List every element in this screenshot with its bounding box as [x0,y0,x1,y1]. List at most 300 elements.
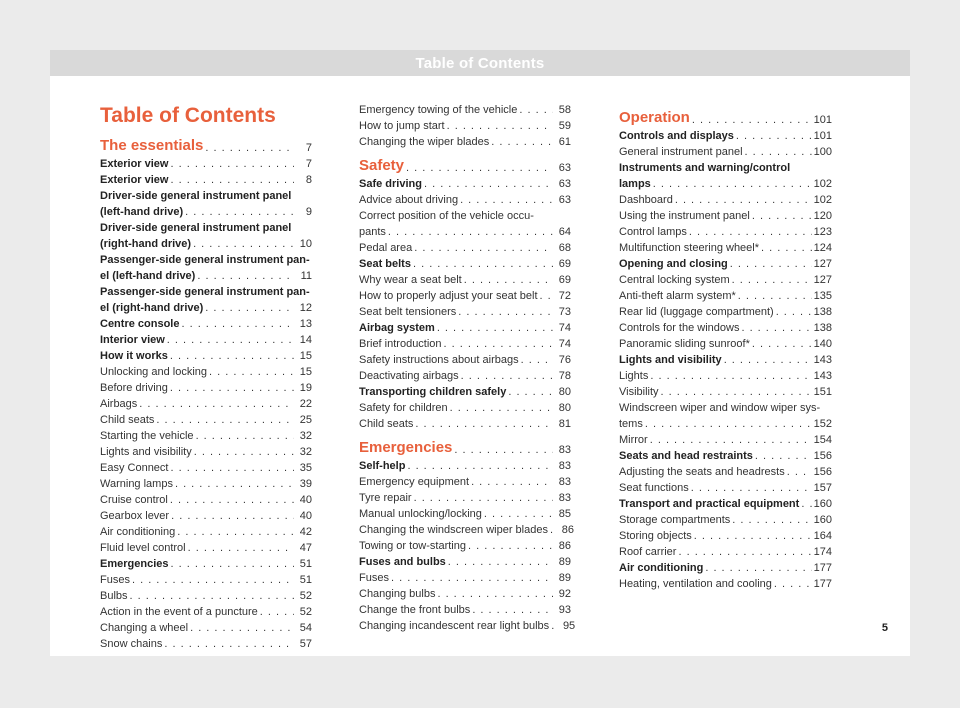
dot-leader [550,522,556,538]
toc-entry[interactable] [359,602,571,618]
toc-entry-title: Controls and displays [619,130,734,142]
toc-entry[interactable] [359,368,571,384]
toc-entry-title: The essentials [100,137,204,154]
toc-entry[interactable] [619,320,832,336]
dot-leader [415,416,553,432]
toc-section-heading[interactable] [359,438,571,458]
toc-page-number: 12 [299,302,312,314]
toc-page-number: 152 [813,418,832,430]
dot-leader [388,224,553,240]
toc-entry-title: Manual unlocking/locking [359,508,482,520]
toc-page-number: 8 [305,174,312,186]
toc-entry-title: Panoramic sliding sunroof* [619,338,750,350]
toc-entry-title: Why wear a seat belt [359,274,462,286]
toc-entry-title: Control lamps [619,226,687,238]
toc-page-number: 69 [558,274,571,286]
toc-entry-title: Lights and visibility [619,354,722,366]
dot-leader [755,448,812,464]
toc-entry[interactable] [100,156,312,172]
dot-leader [391,570,553,586]
toc-entry[interactable] [359,224,571,240]
document-page [50,50,910,656]
dot-leader [741,320,811,336]
toc-entry[interactable] [100,204,312,220]
toc-entry[interactable] [619,224,832,240]
dot-leader [205,300,294,316]
toc-entry[interactable] [619,496,832,512]
toc-entry-line: Passenger-side general instrument pan- [100,286,310,298]
toc-entry[interactable] [619,144,832,160]
toc-entry[interactable] [359,102,571,118]
dot-leader [461,368,553,384]
toc-page-number: 35 [299,462,312,474]
toc-entry[interactable] [359,618,576,634]
toc-page-number: 156 [813,466,832,478]
toc-entry-title: Brief introduction [359,338,442,350]
toc-entry[interactable] [359,522,574,538]
toc-entry-title: pants [359,226,386,238]
toc-entry[interactable] [100,572,312,588]
toc-page-number: 40 [299,510,312,522]
toc-entry[interactable] [359,490,571,506]
toc-page-number: 140 [813,338,832,350]
toc-entry-title: Roof carrier [619,546,677,558]
toc-entry[interactable] [619,128,832,144]
toc-entry[interactable] [619,272,832,288]
toc-entry[interactable] [100,380,312,396]
toc-page-number: 59 [558,120,571,132]
dot-leader [464,272,553,288]
dot-leader [689,224,812,240]
toc-entry-title: Seat belts [359,258,411,270]
toc-page-number: 58 [558,104,571,116]
toc-page-number: 100 [813,146,832,158]
toc-page-number: 89 [558,556,571,568]
dot-leader [645,416,812,432]
toc-page-number: 7 [305,142,312,154]
toc-entry[interactable] [100,428,312,444]
toc-entry[interactable] [619,560,832,576]
toc-page-number: 9 [305,206,312,218]
toc-entry[interactable] [619,512,832,528]
toc-page-number: 19 [299,382,312,394]
toc-page-number: 78 [558,370,571,382]
toc-page-number: 52 [299,590,312,602]
toc-entry[interactable] [100,604,312,620]
toc-page-number: 74 [558,322,571,334]
toc-page-number: 42 [299,526,312,538]
dot-leader [437,586,553,602]
toc-entry-title: General instrument panel [619,146,743,158]
toc-page-number: 138 [813,322,832,334]
toc-entry-title: Seats and head restraints [619,450,753,462]
toc-page-number: 61 [558,136,571,148]
toc-entry-title: Child seats [359,418,414,430]
dot-leader [738,288,812,304]
toc-entry-title: Fluid level control [100,542,186,554]
toc-entry-title: How to jump start [359,120,445,132]
toc-page-number: 143 [813,370,832,382]
toc-page-number: 101 [813,130,832,142]
toc-page-number: 156 [813,450,832,462]
dot-leader [188,540,294,556]
toc-entry[interactable] [359,506,571,522]
dot-leader [705,560,811,576]
toc-entry[interactable] [100,476,312,492]
toc-entry-title: Changing incandescent rear light bulbs [359,620,550,632]
dot-leader [196,428,294,444]
toc-entry-title: tems [619,418,643,430]
toc-entry[interactable] [619,384,832,400]
dot-leader [752,336,812,352]
toc-entry-title: Starting the vehicle [100,430,194,442]
toc-entry[interactable] [619,448,832,464]
dot-leader [175,476,294,492]
dot-leader [551,618,557,634]
dot-leader [752,208,812,224]
toc-entry-title: Safety instructions about airbags [359,354,519,366]
toc-entry-title: Cruise control [100,494,168,506]
toc-section-heading[interactable] [359,156,571,176]
toc-entry-title: Changing the wiper blades [359,136,490,148]
dot-leader [156,412,294,428]
dot-leader [661,384,812,400]
toc-entry-title: Exterior view [100,158,169,170]
dot-leader [205,140,294,156]
toc-page-number: 127 [813,258,832,270]
toc-entry-title: Storage compartments [619,514,731,526]
page-number: 5 [881,622,888,634]
toc-column-3 [619,102,832,592]
toc-entry[interactable] [100,460,312,476]
toc-page-number: 157 [813,482,832,494]
toc-page-number: 93 [558,604,571,616]
dot-leader [414,240,553,256]
dot-leader [776,304,812,320]
dot-leader [774,576,812,592]
toc-entry[interactable] [100,636,312,652]
toc-entry-title: Transporting children safely [359,386,507,398]
toc-entry[interactable] [359,352,571,368]
toc-entry-title: Central locking system [619,274,730,286]
toc-page-number: 32 [299,430,312,442]
toc-entry-title: Child seats [100,414,155,426]
toc-page-number: 51 [299,558,312,570]
toc-entry[interactable] [100,396,312,412]
toc-page-number: 25 [299,414,312,426]
dot-leader [732,272,812,288]
toc-entry-title: Snow chains [100,638,163,650]
toc-page-number: 164 [813,530,832,542]
toc-entry-line: Windscreen wiper and window wiper sys- [619,402,821,414]
dot-leader [139,396,294,412]
toc-entry[interactable] [359,458,571,474]
toc-page-number: 138 [813,306,832,318]
dot-leader [407,458,553,474]
toc-entry[interactable] [359,240,571,256]
toc-entry-title: Storing objects [619,530,692,542]
dot-leader [460,192,553,208]
toc-entry-line: Driver-side general instrument panel [100,190,292,202]
toc-entry[interactable] [359,538,571,554]
dot-leader [177,524,294,540]
toc-page-number: 80 [558,402,571,414]
dot-leader [132,572,294,588]
toc-page-number: 89 [558,572,571,584]
toc-entry[interactable] [100,588,312,604]
toc-entry[interactable] [359,288,571,304]
toc-entry[interactable] [100,364,312,380]
toc-entry-title: Heating, ventilation and cooling [619,578,772,590]
dot-leader [650,368,811,384]
toc-entry-title: Seat belt tensioners [359,306,457,318]
dot-leader [209,364,294,380]
toc-entry-title: Emergency equipment [359,476,470,488]
toc-entry[interactable] [619,304,832,320]
toc-entry-title: Self-help [359,460,406,472]
toc-entry[interactable] [359,118,571,134]
toc-entry-line: Correct position of the vehicle occu- [359,210,534,222]
toc-entry-title: Fuses [100,574,130,586]
toc-page-number: 151 [813,386,832,398]
toc-entry-title: Changing a wheel [100,622,189,634]
toc-entry-title: Controls for the windows [619,322,740,334]
toc-entry[interactable] [619,576,832,592]
dot-leader [167,332,294,348]
dot-leader [519,102,553,118]
toc-entry-title: Change the front bulbs [359,604,471,616]
toc-entry[interactable] [619,416,832,432]
page-header-bar [50,50,910,76]
toc-page-number: 80 [558,386,571,398]
toc-entry[interactable] [359,272,571,288]
toc-page-number: 102 [813,194,832,206]
toc-entry[interactable] [619,336,832,352]
toc-page-number: 95 [562,620,576,632]
toc-entry-title: Air conditioning [100,526,176,538]
dot-leader [170,156,294,172]
dot-leader [170,348,294,364]
dot-leader [691,480,812,496]
dot-leader [736,128,812,144]
dot-leader [130,588,294,604]
toc-page-number: 72 [558,290,571,302]
toc-page-number: 54 [299,622,312,634]
toc-entry[interactable] [100,172,312,188]
dot-leader [732,512,811,528]
toc-entry-title: Emergencies [100,558,169,570]
toc-entry-title: Safety [359,157,405,174]
toc-entry-title: Safety for children [359,402,448,414]
toc-page-number: 83 [558,444,571,456]
toc-entry[interactable] [359,320,571,336]
dot-leader [181,316,294,332]
toc-entry[interactable] [619,192,832,208]
dot-leader [170,380,294,396]
dot-leader [170,172,294,188]
toc-page-number: 143 [813,354,832,366]
dot-leader [185,204,294,220]
toc-page-number: 73 [558,306,571,318]
toc-page-number: 13 [299,318,312,330]
toc-entry[interactable] [100,524,312,540]
toc-page-number: 127 [813,274,832,286]
dot-leader [413,256,553,272]
toc-entry-line: Instruments and warning/control [619,162,791,174]
dot-leader [406,160,553,176]
toc-entry[interactable] [619,256,832,272]
toc-page-number: 174 [813,546,832,558]
toc-entry[interactable] [619,432,832,448]
toc-page-number: 15 [299,350,312,362]
dot-leader [675,192,812,208]
dot-leader [170,492,294,508]
toc-page-number: 101 [813,114,832,126]
toc-entry[interactable] [100,332,312,348]
dot-leader [650,432,812,448]
toc-entry-title: Tyre repair [359,492,412,504]
toc-page-number: 83 [558,460,571,472]
toc-entry-title: Advice about driving [359,194,459,206]
toc-entry[interactable] [619,544,832,560]
dot-leader [447,118,553,134]
dot-leader [745,144,812,160]
dot-leader [484,506,553,522]
toc-page-number: 68 [558,242,571,254]
toc-entry[interactable] [619,368,832,384]
toc-entry[interactable] [100,620,312,636]
toc-page-number: 76 [558,354,571,366]
dot-leader [692,112,812,128]
toc-page-number: 83 [558,492,571,504]
toc-entry-title: Lights [619,370,649,382]
toc-entry[interactable] [100,556,312,572]
toc-entry[interactable] [359,192,571,208]
toc-entry[interactable] [359,256,571,272]
toc-page-number: 11 [300,270,312,282]
toc-entry[interactable] [100,268,312,284]
toc-entry-title: Action in the event of a puncture [100,606,258,618]
toc-entry[interactable] [619,208,832,224]
toc-entry[interactable] [100,412,312,428]
toc-entry-title: Changing bulbs [359,588,436,600]
toc-entry-title: Safe driving [359,178,422,190]
toc-entry[interactable] [359,474,571,490]
toc-page-number: 74 [558,338,571,350]
dot-leader [260,604,294,620]
toc-entry-title: Before driving [100,382,168,394]
toc-entry-title: How to properly adjust your seat belt [359,290,538,302]
toc-page-number: 63 [558,178,571,190]
dot-leader [424,176,553,192]
toc-entry[interactable] [359,384,571,400]
toc-entry-title: How it works [100,350,168,362]
toc-entry-title: (left-hand drive) [100,206,184,218]
toc-entry[interactable] [100,444,312,460]
toc-entry-title: Unlocking and locking [100,366,208,378]
toc-entry-title: Visibility [619,386,659,398]
toc-entry[interactable] [100,540,312,556]
toc-entry-title: Multifunction steering wheel* [619,242,760,254]
toc-entry-title: Fuses and bulbs [359,556,446,568]
toc-page-number: 14 [299,334,312,346]
dot-leader [450,400,553,416]
toc-entry-line: Driver-side general instrument panel [100,222,292,234]
dot-leader [521,352,553,368]
toc-page-number: 7 [305,158,312,170]
toc-entry[interactable] [359,416,571,432]
toc-entry-title: Warning lamps [100,478,173,490]
toc-column-1 [100,104,312,652]
toc-page-number: 47 [299,542,312,554]
toc-page-number: 102 [813,178,832,190]
toc-page-number: 40 [299,494,312,506]
toc-entry[interactable] [359,570,571,586]
toc-entry[interactable] [100,492,312,508]
toc-entry[interactable] [359,304,571,320]
toc-section-heading[interactable] [100,136,312,156]
toc-page-number: 32 [299,446,312,458]
dot-leader [468,538,553,554]
toc-entry[interactable] [359,554,571,570]
toc-entry[interactable] [100,316,312,332]
dot-leader [508,384,553,400]
toc-entry[interactable] [100,508,312,524]
toc-page-number: 123 [813,226,832,238]
dot-leader [171,508,294,524]
toc-entry-title: Changing the windscreen wiper blades [359,524,548,536]
dot-leader [540,288,553,304]
dot-leader [164,636,294,652]
toc-entry[interactable] [619,240,832,256]
toc-entry-title: (right-hand drive) [100,238,192,250]
toc-page-number: 57 [299,638,312,650]
toc-page-number: 120 [813,210,832,222]
toc-entry-title: Easy Connect [100,462,169,474]
toc-entry-title: Anti-theft alarm system* [619,290,736,302]
dot-leader [448,554,553,570]
toc-entry[interactable] [100,348,312,364]
toc-entry-title: Emergencies [359,439,453,456]
toc-entry-title: Fuses [359,572,389,584]
toc-page-number: 81 [558,418,571,430]
dot-leader [170,556,294,572]
toc-entry[interactable] [359,400,571,416]
toc-entry[interactable] [359,336,571,352]
toc-entry[interactable] [359,586,571,602]
toc-entry[interactable] [359,134,571,150]
toc-page-number: 177 [813,578,832,590]
toc-page-number: 15 [299,366,312,378]
toc-entry-title: Opening and closing [619,258,728,270]
toc-entry[interactable] [619,176,832,192]
toc-entry[interactable] [619,464,832,480]
toc-section-heading[interactable] [619,108,832,128]
dot-leader [678,544,811,560]
toc-entry[interactable] [619,352,832,368]
toc-entry[interactable] [619,480,832,496]
toc-entry-title: Operation [619,109,690,126]
toc-entry[interactable] [619,288,832,304]
page-title: Table of Contents [100,104,276,127]
toc-entry[interactable] [619,528,832,544]
dot-leader [653,176,812,192]
toc-page-number: 135 [813,290,832,302]
toc-entry[interactable] [100,300,312,316]
toc-entry[interactable] [359,176,571,192]
dot-leader [193,236,294,252]
toc-entry[interactable] [100,236,312,252]
